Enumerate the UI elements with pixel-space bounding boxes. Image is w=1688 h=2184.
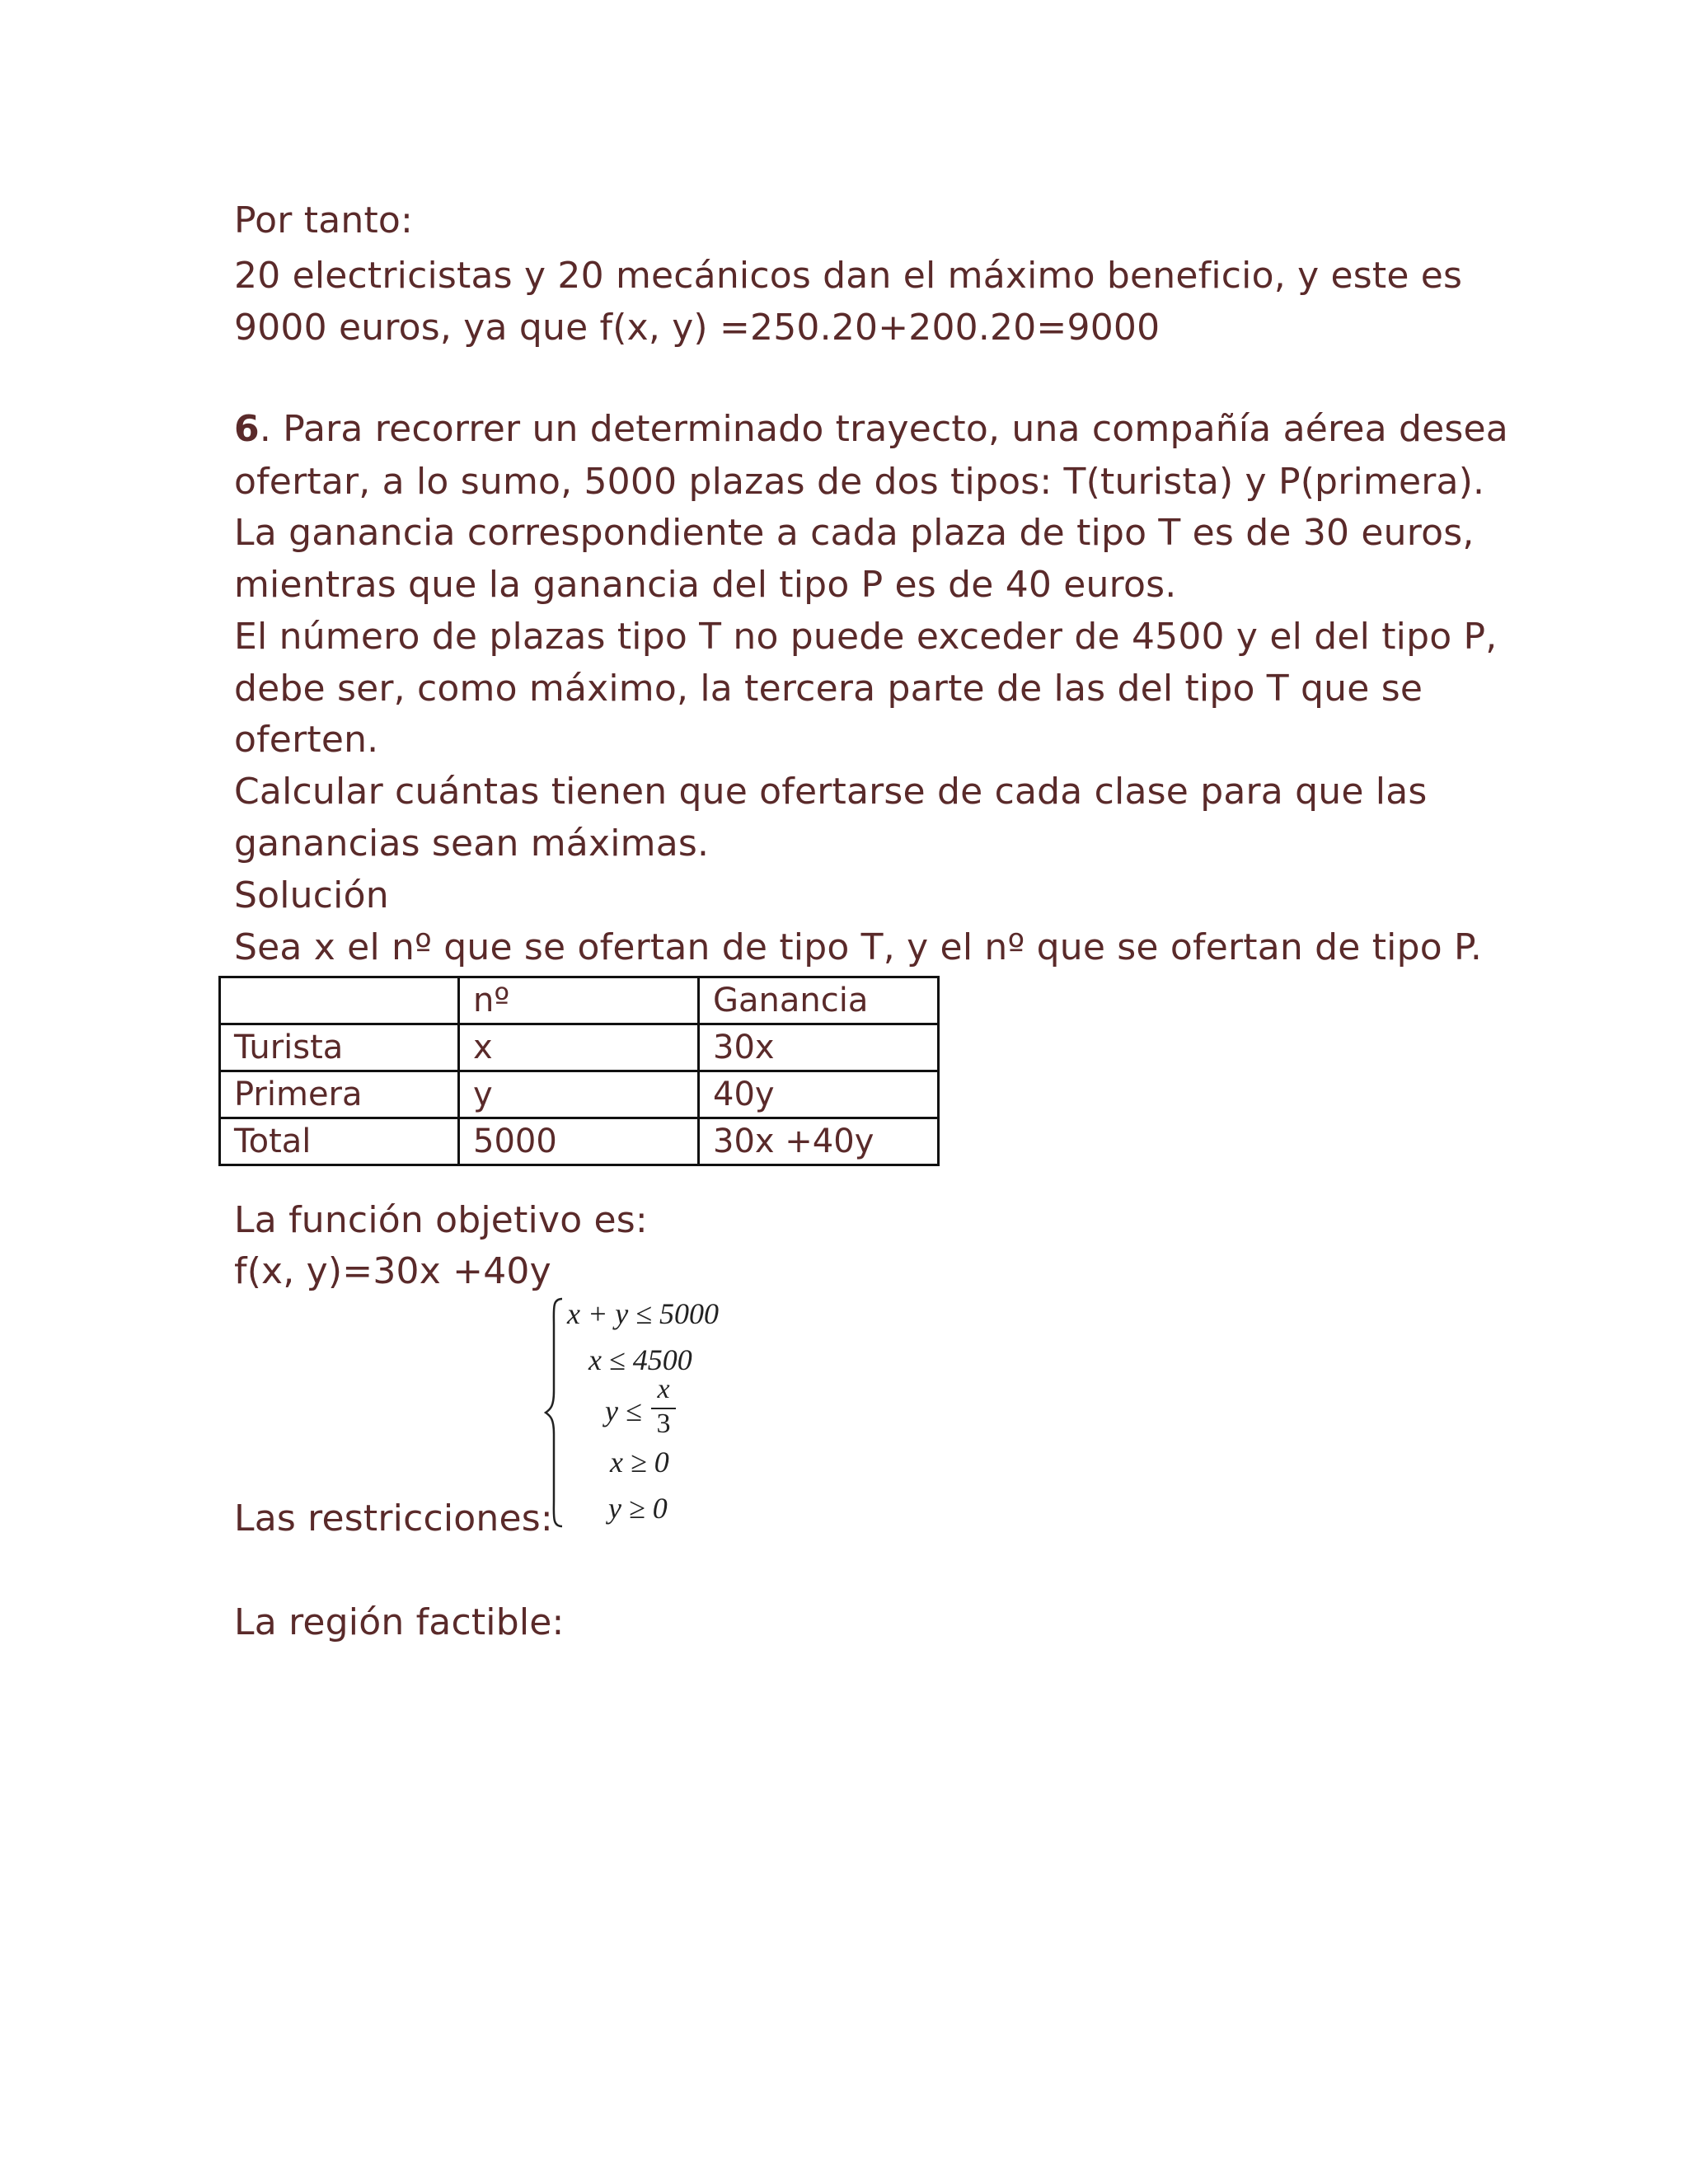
table-row (220, 1118, 939, 1165)
table-cell: Turista (220, 1024, 459, 1071)
problema-line-8: Calcular cuántas tienen que ofertarse de cada clase para que las (234, 771, 1428, 813)
funcion-objetivo-label: La función objetivo es: (234, 1199, 648, 1241)
table-header-cell: nº (459, 977, 699, 1024)
table-cell: Total (220, 1118, 459, 1165)
problema-line-2: ofertar, a lo sumo, 5000 plazas de dos tipos: T(turista) y P(primera). (234, 461, 1485, 503)
restriccion-2: x ≤ 4500 (588, 1343, 692, 1376)
table-cell: 30x (699, 1024, 939, 1071)
restriccion-3-left: y ≤ (605, 1394, 642, 1427)
problema-line-9: ganancias sean máximas. (234, 823, 710, 865)
solucion-heading: Solución (234, 874, 389, 916)
table-cell: 40y (699, 1071, 939, 1118)
resultado-line-1: 20 electricistas y 20 mecánicos dan el máximo beneficio, y este es (234, 255, 1463, 297)
data-table (218, 976, 940, 1166)
table-cell: y (459, 1071, 699, 1118)
table-row (220, 1071, 939, 1118)
problema-numero: 6 (234, 408, 260, 450)
problema-line-3: La ganancia correspondiente a cada plaza de tipo T es de 30 euros, (234, 512, 1475, 554)
problema-line-5: El número de plazas tipo T no puede exceder de 4500 y el del tipo P, (234, 616, 1498, 658)
table-cell: 5000 (459, 1118, 699, 1165)
restriccion-5: y ≥ 0 (608, 1492, 668, 1525)
table-header-row (220, 977, 939, 1024)
restriccion-1: x + y ≤ 5000 (567, 1297, 720, 1330)
table-cell: 30x +40y (699, 1118, 939, 1165)
restriccion-4: x ≥ 0 (610, 1446, 669, 1479)
table-header-cell (220, 977, 459, 1024)
problema-line-1 (234, 404, 1508, 455)
table-header-cell: Ganancia (699, 977, 939, 1024)
table-row (220, 1024, 939, 1071)
problema-line-7: oferten. (234, 719, 379, 761)
table-cell: x (459, 1024, 699, 1071)
problema-line-4: mientras que la ganancia del tipo P es de 40 euros. (234, 564, 1177, 606)
restriccion-3-numerator: x (657, 1374, 670, 1404)
restricciones-label: Las restricciones: (234, 1497, 553, 1540)
problema-line-6: debe ser, como máximo, la tercera parte de las del tipo T que se (234, 668, 1423, 710)
restricciones-system (544, 1292, 742, 1533)
resultado-line-2: 9000 euros, ya que f(x, y) =250.20+200.20=9000 (234, 307, 1160, 349)
por-tanto-heading: Por tanto: (234, 199, 414, 241)
problema-line-1-text: . Para recorrer un determinado trayecto, una compañía aérea desea (259, 408, 1508, 450)
sea-line: Sea x el nº que se ofertan de tipo T, y el nº que se ofertan de tipo P. (234, 926, 1483, 968)
restriccion-3-denominator: 3 (656, 1408, 671, 1439)
table-cell: Primera (220, 1071, 459, 1118)
funcion-objetivo: f(x, y)=30x +40y (234, 1250, 551, 1292)
region-factible-label: La región factible: (234, 1601, 565, 1643)
